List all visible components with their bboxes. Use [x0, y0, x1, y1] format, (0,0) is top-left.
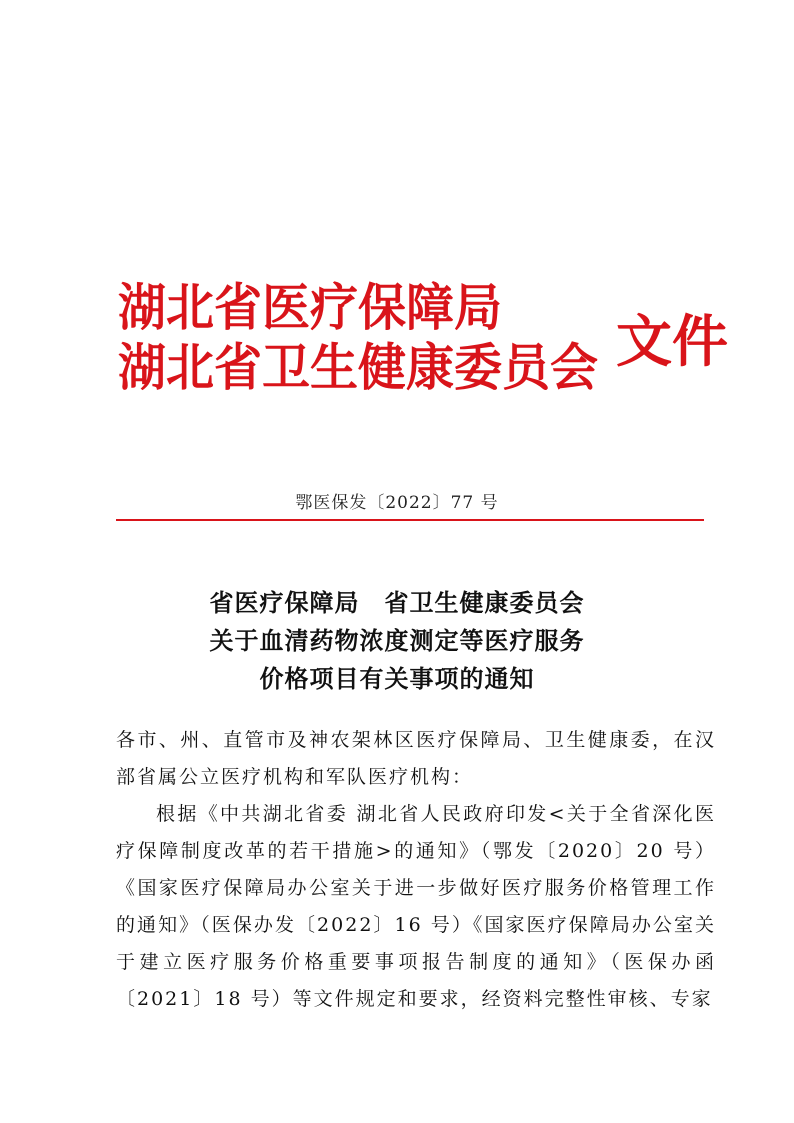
red-divider-line [116, 519, 704, 521]
issuer-names [118, 278, 598, 398]
document-body [116, 722, 716, 1018]
document-number: 鄂医保发〔2022〕77 号 [295, 493, 499, 513]
body-paragraph: 根据《中共湖北省委 湖北省人民政府印发<关于全省深化医疗保障制度改革的若干措施>的通知》（鄂发〔2020〕20 号）《国家医疗保障局办公室关于进一步做好医疗服务价格管理工作的通知》（医保办发〔2022〕16 号）《国家医疗保障局办公室关于建立医疗服务价格重要事项报告制度的通知》（医保办函〔2021〕18 号）等文件规定和要求，经资料完整性审核、专家 [116, 803, 716, 1010]
title-line-3: 价格项目有关事项的通知 [259, 664, 535, 693]
issuer-name-2: 湖北省卫生健康委员会 [118, 338, 599, 398]
document-title [0, 584, 794, 698]
title-line-2: 关于血清药物浓度测定等医疗服务 [209, 626, 585, 655]
document-type-label: 文件 [616, 309, 729, 375]
issuer-name-1: 湖北省医疗保障局 [118, 278, 503, 338]
title-line-1: 省医疗保障局 省卫生健康委员会 [209, 588, 585, 617]
salutation: 各市、州、直管市及神农架林区医疗保障局、卫生健康委，在汉部省属公立医疗机构和军队医疗机构： [116, 729, 716, 788]
document-header [118, 278, 728, 398]
